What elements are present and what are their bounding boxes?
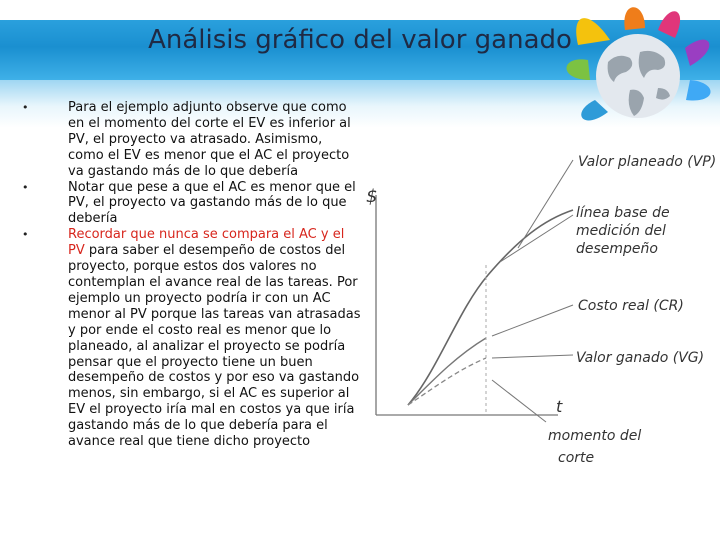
bullet-dot: •	[22, 101, 29, 114]
bullet-dot: •	[22, 228, 29, 242]
planned-value-curve	[408, 210, 573, 405]
bullet-item	[22, 227, 362, 450]
globe-logo-icon	[550, 0, 720, 135]
baseline-label-3: desempeño	[576, 241, 658, 257]
slide-title: Análisis gráfico del valor ganado	[148, 25, 572, 55]
actual-cost-curve	[408, 338, 486, 405]
baseline-label-1: línea base de	[576, 205, 670, 221]
baseline-pointer	[500, 215, 573, 262]
baseline-label-2: medición del	[576, 223, 666, 239]
bullet-dot: •	[22, 180, 29, 194]
bullet-text: para saber el desempeño de costos del proyecto, porque estos dos valores no contemplan el avance real de las tareas. Por ejemplo un proyecto podría ir con un AC menor al PV porque las tareas van atrasadas y por ende el costo real es menor que lo planeado, al analizar el proyecto se podría pensar que el proyecto tiene un buen desempeño de costos y por eso va gastando menos, sin embargo, si el AC es superior al EV el proyecto iría mal en costos ya que iría gastando más de lo que debería para el avance real que tiene dicho proyecto	[68, 243, 361, 450]
bullet-text: Notar que pese a que el AC es menor que el PV, el proyecto va gastando más de lo que debería	[68, 179, 356, 227]
ev-pointer	[492, 355, 573, 358]
ac-pointer	[492, 305, 573, 336]
bullet-list	[22, 100, 362, 450]
earned-value-sketch	[366, 140, 717, 475]
bullet-item	[22, 100, 362, 180]
bullet-highlight: Recordar que nunca se compara el AC y el PV	[68, 227, 345, 259]
pv-pointer	[518, 160, 573, 248]
bullet-text: Para el ejemplo adjunto observe que como en el momento del corte el EV es inferior al PV, el proyecto va atrasado. Asimismo, como el EV es menor que el AC el proyecto va gastando más de lo que debería	[68, 100, 351, 179]
cut-label-2: corte	[558, 450, 595, 466]
cut-label-1: momento del	[548, 428, 642, 444]
cut-pointer	[492, 380, 546, 422]
pv-label: Valor planeado (VP)	[578, 154, 717, 170]
earned-value-curve	[408, 358, 486, 405]
ac-label: Costo real (CR)	[578, 298, 684, 314]
y-axis-label: $	[366, 186, 378, 207]
ev-label: Valor ganado (VG)	[576, 350, 705, 366]
bullet-item	[22, 180, 362, 228]
x-axis-label: t	[556, 397, 563, 416]
